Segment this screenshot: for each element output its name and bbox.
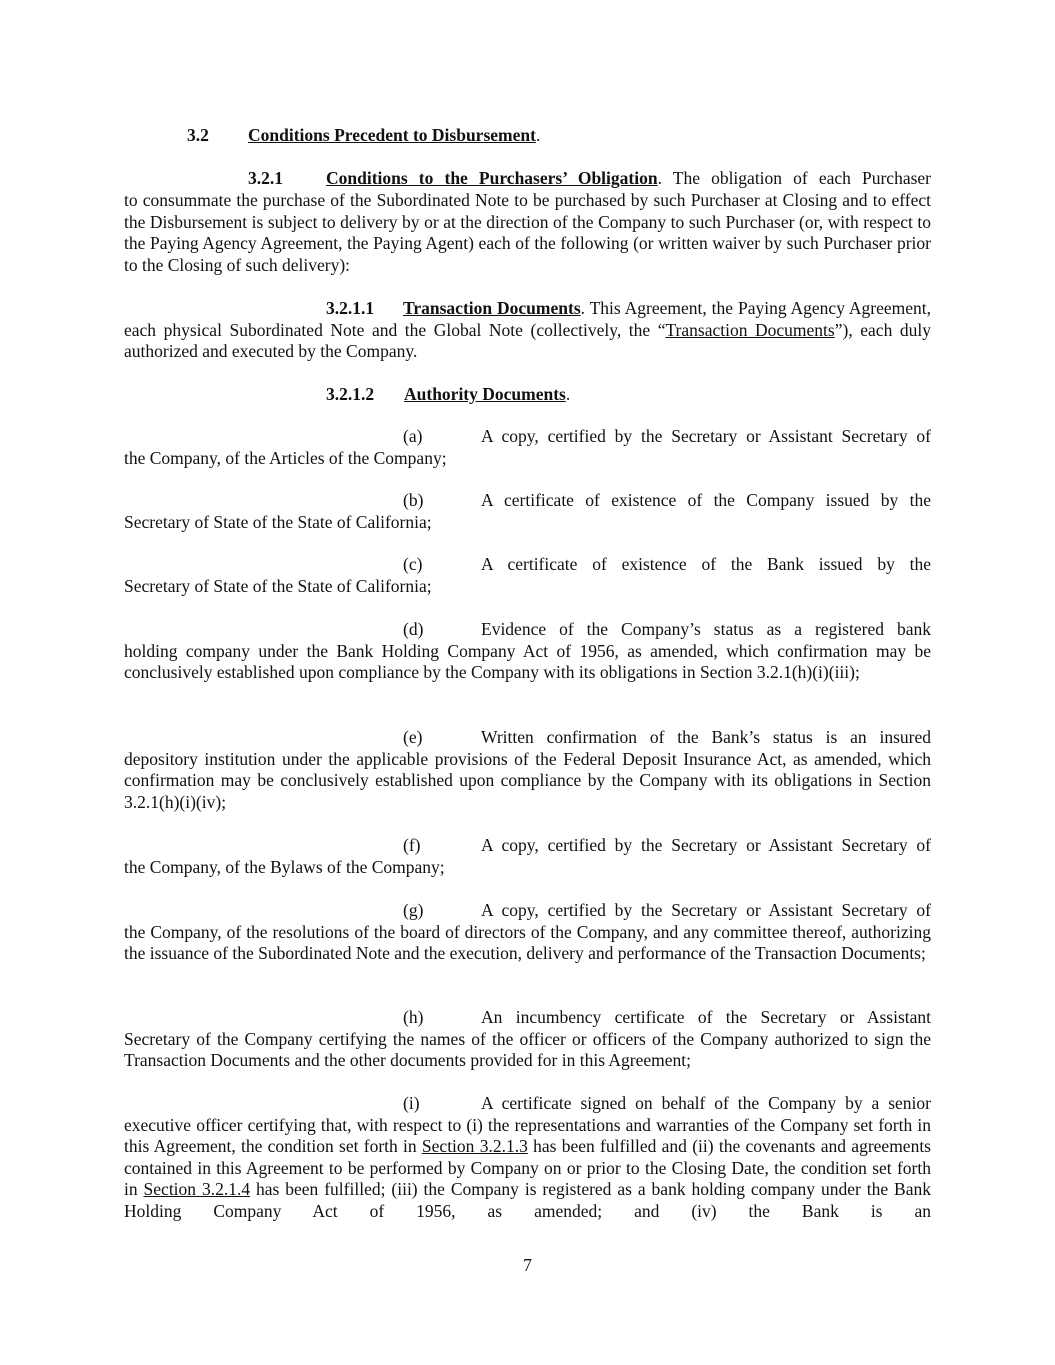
section-3-2-1-body: to consummate the purchase of the Subordinated Note to be purchased by such Purchaser at Closing and to effect the Disbursement is subject to delivery by or at the direction of the Company to such Purchaser (or, with respect to the Paying Agency Agreement, the Paying Agent) each of the following (or written waiver by such Purchaser prior to the Closing of such delivery): — [124, 190, 931, 275]
section-3-2-heading: 3.2 Conditions Precedent to Disbursement. — [187, 125, 541, 145]
page-number: 7 — [523, 1255, 532, 1275]
section-3-2-1-first-line-text: Conditions to the Purchasers’ Obligation. The obligation of each Purchaser — [326, 168, 931, 188]
section-3-2-number: 3.2 — [187, 125, 209, 145]
section-3-2-title: Conditions Precedent to Disbursement — [248, 125, 536, 145]
section-3-2-1-1-title: Transaction Documents — [403, 298, 581, 318]
section-ref-3-2-1-4: Section 3.2.1.4 — [143, 1179, 251, 1200]
section-3-2-1-title: Conditions to the Purchasers’ Obligation — [326, 168, 658, 188]
section-3-2-1-2-heading: 3.2.1.2 Authority Documents. — [326, 384, 571, 404]
section-ref-3-2-1-3: Section 3.2.1.3 — [421, 1136, 528, 1157]
defined-term-transaction-documents: Transaction Documents — [665, 319, 835, 340]
section-3-2-1-2-title: Authority Documents — [404, 384, 566, 404]
section-3-2-1-1-body: Transaction Documents. This Agreement, the Paying Agency Agreement, each physical Subordinated Note and the Global Note (collectively, the “Transaction Documents”), each duly authorized and executed by the Company. — [124, 298, 931, 362]
document-page: 3.2 Conditions Precedent to Disbursement. 3.2.1 Conditions to the Purchasers’ Obligation. The obligation of each Purchaser to consummate the purchase of the Subordinated Note to be purchased by such Purchaser at Closing and to effect the Disbursement is subject to delivery by or at the direction of the Company to such Purchaser (or, with respect to the Paying Agency Agreement, the Paying Agent) each of the following (or written waiver by such Purchaser prior to the Closing of such delivery): 3.2.1.1 Transaction Documents. This Agreement, the Paying Agency Agreement, each physical Subordinated Note and the Global Note (collectively, the “Transaction Documents”), each duly authorized and executed by the Company. 3.2.1.2 Authority Documents. (a) A copy, certified by the Secretary or Assistant Secretary of the Company, of the Articles of the Company; (b) A certificate of existence of the Company issued by the Secretary of State of the State of California; (c) A certificate of existence of the Bank issued by the Secretary of State of the State of California; (d) Evidence of the Company’s status as a registered bank holding company under the Bank Holding Company Act of 1956, as amended, which confirmation may be conclusively established upon compliance by the Company with its obligations in Section 3.2.1(h)(i)(iii); (e) Written confirmation of the Bank’s status is an insured depository institution under the applicable provisions of the Federal Deposit Insurance Act, as amended, which confirmation may be conclusively established upon compliance by the Company with its obligations in Section 3.2.1(h)(i)(iv); (f) A copy, certified by the Secretary or Assistant Secretary of the Company, of the Bylaws of the Company; (g) A copy, certified by the Secretary or Assistant Secretary of the Company, of the resolutions of the board of directors of the Company, and any committee thereof, authorizing the issuance of the Subordinated Note and the execution, delivery and performance of the Transaction Documents; (h) An incumbency certificate of the Secretary or Assistant Secretary of the Company certifying the names of the officer or officers of the Company authorized to sign the Transaction Documents and the other documents provided for in this Agreement; (i) A certificate signed on behalf of the Company by a senior executive officer certifying that, with respect to (i) the representations and warranties of the Company set forth in this Agreement, the condition set forth in Section 3.2.1.3 has been fulfilled and (ii) the covenants and agreements contained in this Agreement to be performed by Company on or prior to the Closing Date, the condition set forth in Section 3.2.1.4 has been fulfilled; (iii) the Company is registered as a bank holding company under the Bank Holding Company Act of 1956, as amended; and (iv) the Bank is an 7 — [0, 0, 1055, 1365]
section-3-2-1-number: 3.2.1 — [248, 168, 283, 188]
section-3-2-1-1-number: 3.2.1.1 — [326, 298, 375, 318]
section-3-2-1-2-number: 3.2.1.2 — [326, 384, 375, 404]
